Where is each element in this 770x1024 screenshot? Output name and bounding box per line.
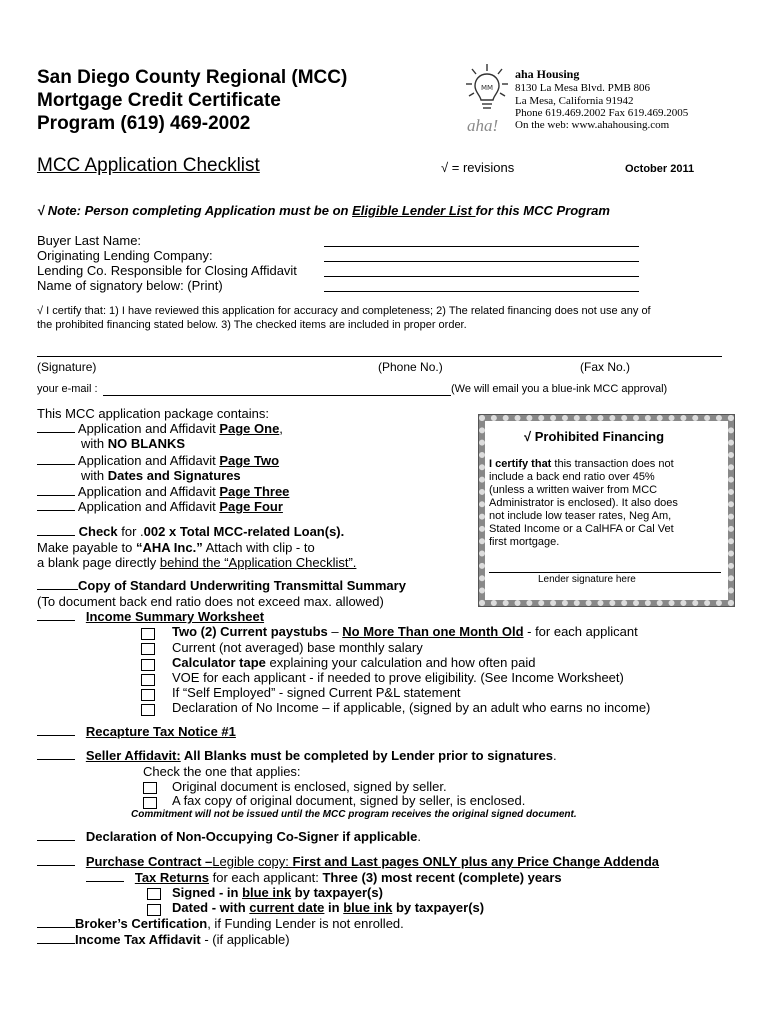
check-blank[interactable] [37, 524, 75, 536]
self-employed-checkbox[interactable] [141, 689, 155, 701]
checklist-item-recapture: Recapture Tax Notice #1 [37, 724, 236, 739]
base-salary-checkbox[interactable] [141, 643, 155, 655]
base-salary-item: Current (not averaged) base monthly salary [172, 640, 423, 655]
closing-affidavit-label: Lending Co. Responsible for Closing Affidavit [37, 263, 297, 278]
original-document-item: Original document is enclosed, signed by seller. [172, 779, 447, 794]
check-blank[interactable] [37, 484, 75, 496]
prohibited-line2: include a back end ratio over 45% [489, 471, 655, 483]
checklist-item-purchase-contract: Purchase Contract –Legible copy: First and Last pages ONLY plus any Price Change Addenda [37, 854, 659, 869]
org-phone-fax: Phone 619.469.2002 Fax 619.469.2005 [515, 107, 689, 119]
signatory-name-line[interactable] [324, 291, 639, 292]
check-blank[interactable] [37, 499, 75, 511]
voe-item: VOE for each applicant - if needed to prove eligibility. (See Income Worksheet) [172, 670, 624, 685]
page-two-note: with Dates and Signatures [81, 468, 241, 483]
paystubs-item: Two (2) Current paystubs – No More Than one Month Old - for each applicant [172, 624, 638, 639]
commitment-note: Commitment will not be issued until the MCC program receives the original signed document. [131, 809, 577, 820]
fax-copy-checkbox[interactable] [143, 797, 157, 809]
checklist-item-page-four: Application and Affidavit Page Four [37, 499, 283, 514]
check-blank[interactable] [37, 724, 75, 736]
checklist-item-seller-affidavit: Seller Affidavit: All Blanks must be completed by Lender prior to signatures. [37, 748, 557, 763]
prohibited-line7: first mortgage. [489, 536, 560, 548]
fax-label: (Fax No.) [580, 360, 631, 374]
form-date: October 2011 [625, 163, 695, 175]
checklist-item-page-one: Application and Affidavit Page One, [37, 421, 283, 436]
payable-to: Make payable to “AHA Inc.” Attach with clip - to [37, 540, 315, 555]
package-intro: This MCC application package contains: [37, 406, 269, 421]
checklist-item-page-two: Application and Affidavit Page Two [37, 453, 279, 468]
certify-statement-line1: √ I certify that: 1) I have reviewed this application for accuracy and completeness; 2) The related financing does not use any of [37, 305, 651, 317]
check-blank[interactable] [37, 829, 75, 841]
lender-signature-line[interactable] [489, 572, 721, 573]
checklist-title: MCC Application Checklist [37, 155, 260, 176]
signature-line[interactable] [37, 356, 722, 357]
check-blank[interactable] [37, 578, 78, 590]
svg-text:MM: MM [480, 84, 494, 92]
check-blank[interactable] [37, 421, 75, 433]
prohibited-line5: not include low teaser rates, Neg Am, [489, 510, 672, 522]
check-blank[interactable] [86, 870, 124, 882]
check-blank[interactable] [37, 453, 75, 465]
signed-blue-ink-checkbox[interactable] [147, 888, 161, 900]
email-label: your e-mail : [37, 383, 98, 395]
originating-company-label: Originating Lending Company: [37, 248, 213, 263]
checklist-item-income-worksheet: Income Summary Worksheet [37, 609, 264, 624]
fax-copy-item: A fax copy of original document, signed by seller, is enclosed. [172, 793, 526, 808]
checklist-item-transmittal: Copy of Standard Underwriting Transmittal Summary [37, 578, 406, 593]
original-document-checkbox[interactable] [143, 782, 157, 794]
aha-lightbulb-logo [463, 62, 511, 136]
email-line[interactable] [103, 395, 451, 396]
email-note: (We will email you a blue-ink MCC approval) [451, 383, 668, 395]
signed-blue-ink-item: Signed - in blue ink by taxpayer(s) [172, 885, 383, 900]
dated-item: Dated - with current date in blue ink by taxpayer(s) [172, 900, 485, 915]
program-title-line2: Mortgage Credit Certificate [37, 90, 281, 111]
buyer-last-name-label: Buyer Last Name: [37, 233, 142, 248]
checklist-item-tax-returns: Tax Returns for each applicant: Three (3) most recent (complete) years [86, 870, 562, 885]
prohibited-line6: Stated Income or a CalHFA or Cal Vet [489, 523, 674, 535]
org-name: aha Housing [515, 67, 580, 81]
no-income-item: Declaration of No Income – if applicable, (signed by an adult who earns no income) [172, 700, 651, 715]
eligible-lender-list-link[interactable]: Eligible Lender List [352, 203, 476, 218]
prohibited-financing-box [479, 415, 734, 606]
certify-statement-line2: the prohibited financing stated below. 3) The checked items are included in proper order. [37, 319, 467, 331]
prohibited-financing-title: √ Prohibited Financing [524, 429, 665, 444]
seller-check-one: Check the one that applies: [143, 764, 301, 779]
check-blank[interactable] [37, 854, 75, 866]
voe-checkbox[interactable] [141, 674, 155, 686]
prohibited-line3: (unless a written waiver from MCC [489, 484, 658, 496]
checklist-item-broker: Broker’s Certification, if Funding Lender is not enrolled. [37, 916, 404, 931]
prohibited-line4: Administrator is enclosed). It also does [489, 497, 678, 509]
no-income-checkbox[interactable] [141, 704, 155, 716]
phone-label: (Phone No.) [378, 360, 443, 374]
checklist-item-income-tax-affidavit: Income Tax Affidavit - (if applicable) [37, 932, 290, 947]
org-address-line2: La Mesa, California 91942 [515, 95, 634, 107]
calculator-tape-item: Calculator tape explaining your calculation and how often paid [172, 655, 536, 670]
signature-label: (Signature) [37, 360, 97, 374]
closing-affidavit-line[interactable] [324, 276, 639, 277]
signatory-name-label: Name of signatory below: (Print) [37, 278, 223, 293]
checklist-item-cosigner: Declaration of Non-Occupying Co-Signer if applicable. [37, 829, 421, 844]
buyer-last-name-line[interactable] [324, 246, 639, 247]
prohibited-line1: I certify that this transaction does not [489, 458, 674, 470]
dated-checkbox[interactable] [147, 904, 161, 916]
org-website: On the web: www.ahahousing.com [515, 119, 670, 131]
calculator-tape-checkbox[interactable] [141, 659, 155, 671]
program-title-line3: Program (619) 469-2002 [37, 113, 251, 134]
page-one-note: with NO BLANKS [81, 436, 186, 451]
check-blank[interactable] [37, 916, 75, 928]
program-title-line1: San Diego County Regional (MCC) [37, 67, 348, 88]
aha-logo-text: aha! [467, 116, 499, 135]
check-blank[interactable] [37, 609, 75, 621]
paystubs-checkbox[interactable] [141, 628, 155, 640]
originating-company-line[interactable] [324, 261, 639, 262]
check-blank[interactable] [37, 932, 75, 944]
checklist-item-page-three: Application and Affidavit Page Three [37, 484, 289, 499]
blank-page-instruction: a blank page directly behind the “Application Checklist”. [37, 555, 357, 570]
checklist-item-check: Check for .002 x Total MCC-related Loan(s). [37, 524, 344, 539]
transmittal-note: (To document back end ratio does not exceed max. allowed) [37, 594, 384, 609]
revisions-legend: √ = revisions [441, 160, 515, 175]
eligible-lender-note: √ Note: Person completing Application must be on Eligible Lender List for this MCC Program [37, 203, 610, 218]
lender-signature-label: Lender signature here [538, 574, 636, 585]
org-address-line1: 8130 La Mesa Blvd. PMB 806 [515, 82, 651, 94]
check-blank[interactable] [37, 748, 75, 760]
self-employed-item: If “Self Employed” - signed Current P&L statement [172, 685, 461, 700]
